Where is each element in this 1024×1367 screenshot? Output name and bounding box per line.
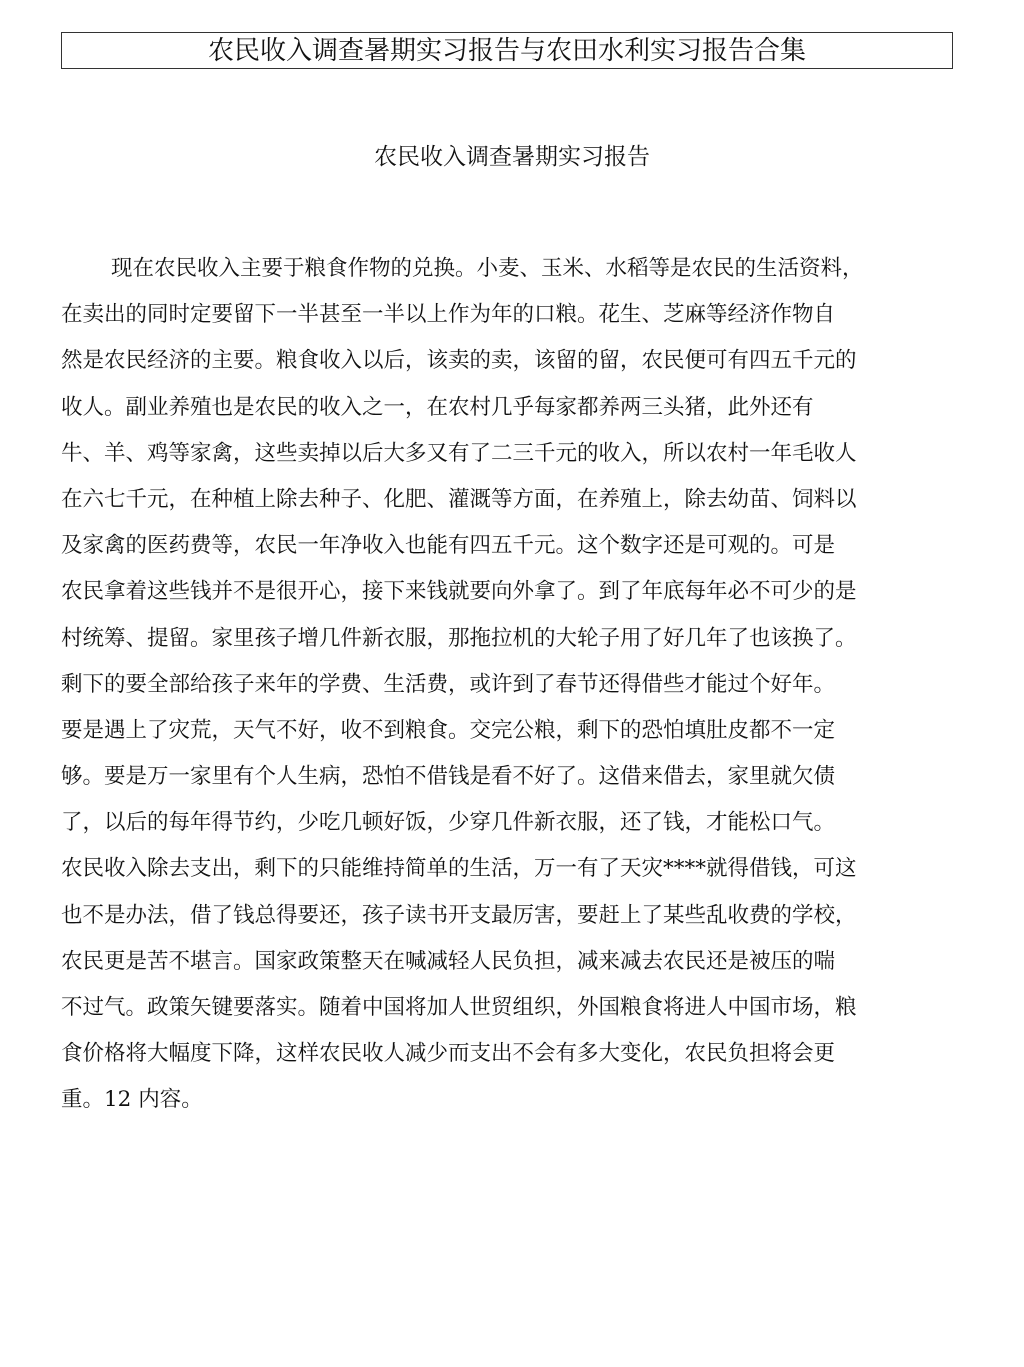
paragraph-line: 要是遇上了灾荒，天气不好，收不到粮食。交完公粮，剩下的恐怕填肚皮都不一定 <box>61 717 836 743</box>
paragraph-line: 农民更是苦不堪言。国家政策整天在喊减轻人民负担，减来减去农民还是被压的喘 <box>61 948 836 974</box>
paragraph-line: 够。要是万一家里有个人生病，恐怕不借钱是看不好了。这借来借去，家里就欠债 <box>61 764 836 790</box>
paragraph-line: 剩下的要全部给孩子来年的学费、生活费，或许到了春节还得借些才能过个好年。 <box>61 671 836 697</box>
paragraph-line: 在卖出的同时定要留下一半甚至一半以上作为年的口粮。花生、芝麻等经济作物自 <box>61 302 836 328</box>
paragraph-line: 重。12 内容。 <box>61 1087 203 1113</box>
paragraph-line: 及家禽的医药费等，农民一年净收入也能有四五千元。这个数字还是可观的。可是 <box>61 533 836 559</box>
document-title-box <box>61 32 953 69</box>
paragraph-line: 也不是办法，借了钱总得要还，孩子读书开支最厉害，要赶上了某些乱收费的学校， <box>61 902 857 928</box>
paragraph-line: 农民拿着这些钱并不是很开心，接下来钱就要向外拿了。到了年底每年必不可少的是 <box>61 579 857 605</box>
paragraph-line: 在六七千元，在种植上除去种子、化肥、灌溉等方面，在养殖上，除去幼苗、饲料以 <box>61 486 857 512</box>
document-main-title: 农民收入调查暑期实习报告与农田水利实习报告合集 <box>207 35 806 66</box>
paragraph-line: 然是农民经济的主要。粮食收入以后，该卖的卖，该留的留，农民便可有四五千元的 <box>61 348 857 374</box>
paragraph-line: 现在农民收入主要于粮食作物的兑换。小麦、玉米、水稻等是农民的生活资料， <box>111 256 864 281</box>
paragraph-line: 村统筹、提留。家里孩子增几件新衣服，那拖拉机的大轮子用了好几年了也该换了。 <box>61 625 857 651</box>
section-title: 农民收入调查暑期实习报告 <box>374 144 650 170</box>
paragraph-line: 了，以后的每年得节约，少吃几顿好饭，少穿几件新衣服，还了钱，才能松口气。 <box>61 810 836 836</box>
paragraph-line: 食价格将大幅度下降，这样农民收人减少而支出不会有多大变化，农民负担将会更 <box>61 1041 836 1067</box>
paragraph-line: 不过气。政策矢键要落实。随着中国将加人世贸组织，外国粮食将进人中国市场，粮 <box>61 995 857 1020</box>
report-paragraph <box>61 246 931 1124</box>
paragraph-line: 农民收入除去支出，剩下的只能维持简单的生活，万一有了天灾****就得借钱，可这 <box>61 856 857 882</box>
paragraph-line: 牛、羊、鸡等家禽，这些卖掉以后大多又有了二三千元的收入，所以农村一年毛收人 <box>61 440 857 466</box>
paragraph-line: 收人。副业养殖也是农民的收入之一，在农村几乎每家都养两三头猪，此外还有 <box>61 394 814 420</box>
